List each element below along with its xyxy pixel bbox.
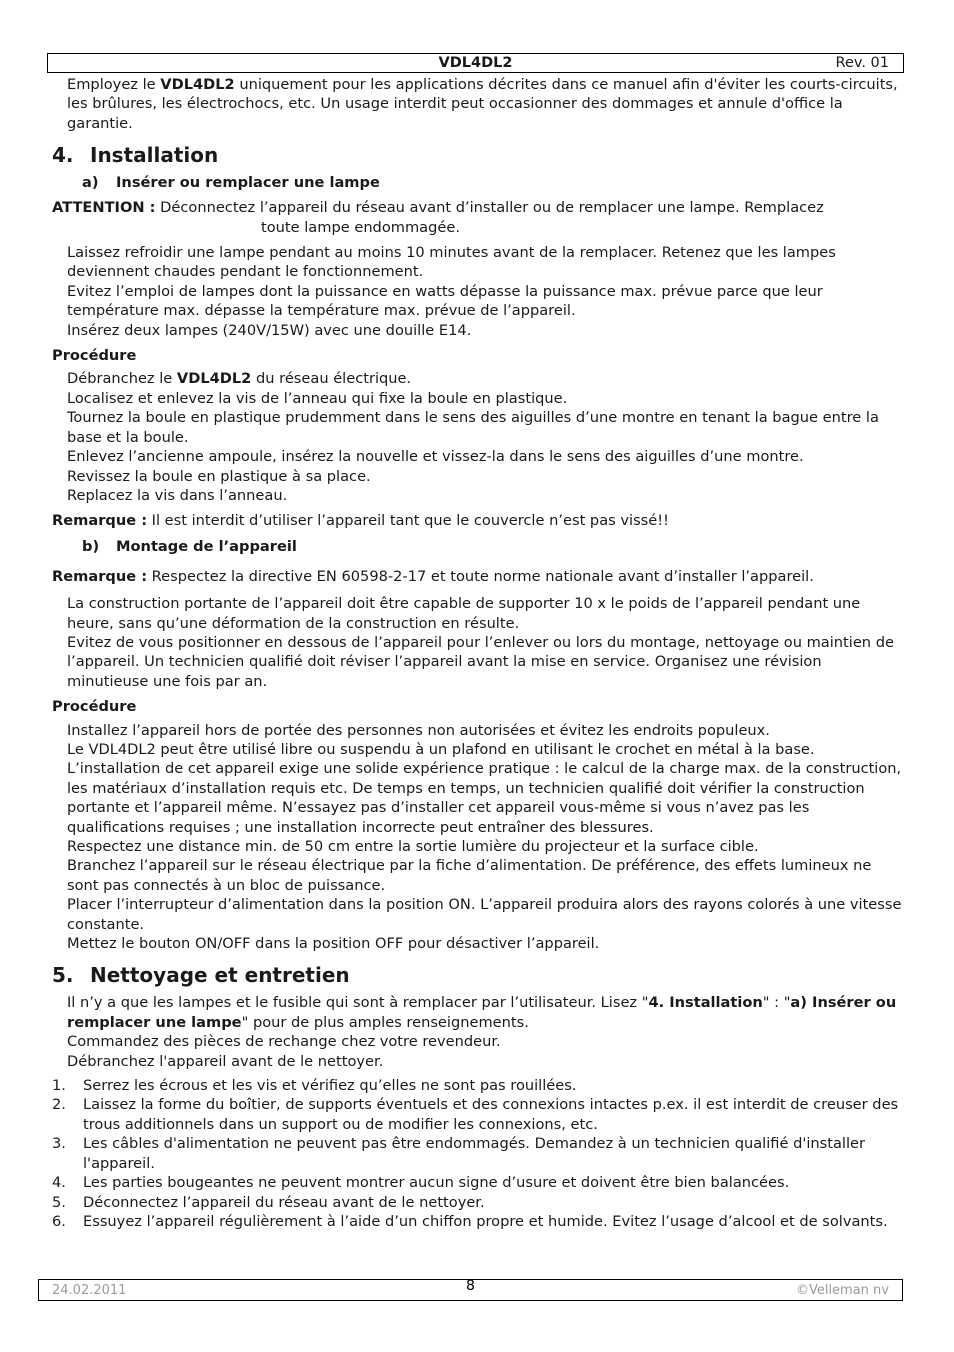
- procedure-b-step-1: Installez l’appareil hors de portée des personnes non autorisées et évitez les endroits populeux.: [67, 721, 770, 739]
- remark-2: [52, 567, 904, 586]
- procedure-b-steps: [52, 721, 904, 954]
- mount-text-2: Evitez de vous positionner en dessous de l’appareil pour l’enlever ou lors du montage, nettoyage ou maintien de l’appareil. Un technicien qualifié doit réviser l’appareil avant la mise en service. Organisez une révision minutieuse une fois par an.: [67, 633, 894, 690]
- list-item-number: 5.: [52, 1193, 66, 1211]
- footer-date: 24.02.2011: [52, 1283, 127, 1298]
- procedure-a-step-6: Replacez la vis dans l’anneau.: [67, 486, 288, 504]
- section-4-heading: [52, 143, 904, 167]
- list-item-number: 2.: [52, 1096, 66, 1114]
- list-item: [52, 1173, 904, 1192]
- page-number: 8: [466, 1278, 475, 1294]
- attention-note: [52, 198, 904, 237]
- procedure-b-step-2: Le VDL4DL2 peut être utilisé libre ou suspendu à un plafond en utilisant le crochet en métal à la base.: [67, 740, 815, 758]
- remark-1: [52, 511, 904, 530]
- maintenance-intro-part-3: " pour de plus amples renseignements.: [241, 1013, 529, 1031]
- subsection-b-title: Montage de l’appareil: [116, 537, 297, 555]
- intro-text-1: Employez le: [67, 76, 161, 93]
- list-item: [52, 1134, 904, 1173]
- lamp-text-1: Laissez refroidir une lampe pendant au moins 10 minutes avant de la remplacer. Retenez que les lampes deviennent chaudes pendant le fonctionnement.: [67, 244, 836, 281]
- header-revision: Rev. 01: [835, 55, 889, 71]
- maintenance-intro-text: [67, 993, 904, 1032]
- maintenance-intro-ref-1: 4. Installation: [648, 994, 763, 1012]
- procedure-a-step-5: Revissez la boule en plastique à sa place.: [67, 467, 371, 485]
- list-item-text: Les parties bougeantes ne peuvent montrer aucun signe d’usure et doivent être bien balancées.: [83, 1174, 790, 1192]
- maintenance-intro-part-2: " : ": [762, 994, 791, 1012]
- subsection-a-number: a): [82, 174, 99, 192]
- procedure-a-step-1-rest: du réseau électrique.: [251, 370, 412, 388]
- section-5-heading: [52, 963, 904, 987]
- section-4-number: 4.: [52, 143, 74, 168]
- section-5-number: 5.: [52, 963, 74, 988]
- maintenance-intro: [52, 993, 904, 1071]
- list-item: [52, 1193, 904, 1212]
- remark-1-label: Remarque :: [52, 512, 148, 530]
- intro-paragraph: [52, 75, 904, 133]
- maintenance-intro-ref-2: a) Insérer ou remplacer une lampe: [67, 994, 897, 1031]
- page-footer: [38, 1279, 903, 1301]
- list-item: [52, 1095, 904, 1134]
- list-item: [52, 1212, 904, 1231]
- list-item-text: Les câbles d'alimentation ne peuvent pas être endommagés. Demandez à un technicien qualifié d'installer l'appareil.: [83, 1135, 865, 1172]
- mounting-instructions: [52, 594, 904, 691]
- procedure-b-label: Procédure: [52, 698, 137, 716]
- procedure-b-step-7: Mettez le bouton ON/OFF dans la position OFF pour désactiver l’appareil.: [67, 935, 600, 953]
- attention-text-2: toute lampe endommagée.: [261, 218, 460, 236]
- remark-2-label: Remarque :: [52, 567, 148, 585]
- procedure-b-step-4: Respectez une distance min. de 50 cm entre la sortie lumière du projecteur et la surface cible.: [67, 838, 759, 855]
- attention-label: ATTENTION :: [52, 199, 156, 217]
- procedure-a-step-4: Enlevez l’ancienne ampoule, insérez la nouvelle et vissez-la dans le sens des aiguilles d’une montre.: [67, 448, 804, 466]
- procedure-a-step-1-text: Débranchez le: [67, 370, 177, 388]
- maintenance-line-2: Débranchez l'appareil avant de le nettoyer.: [67, 1052, 384, 1070]
- subsection-b-heading: [82, 537, 904, 556]
- list-item: [52, 1076, 904, 1095]
- list-item-text: Déconnectez l’appareil du réseau avant de le nettoyer.: [83, 1193, 485, 1211]
- list-item-text: Serrez les écrous et les vis et vérifiez qu’elles ne sont pas rouillées.: [83, 1077, 577, 1095]
- procedure-a-label: Procédure: [52, 347, 137, 365]
- subsection-a-title: Insérer ou remplacer une lampe: [116, 174, 380, 192]
- maintenance-intro-part-1: Il n’y a que les lampes et le fusible qui sont à remplacer par l’utilisateur. Lisez ": [67, 994, 649, 1012]
- procedure-a-step-2: Localisez et enlevez la vis de l’anneau qui fixe la boule en plastique.: [67, 389, 568, 407]
- mount-text-1: La construction portante de l’appareil doit être capable de supporter 10 x le poids de l’appareil pendant une heure, sans qu’une déformation de la construction en résulte.: [67, 595, 861, 632]
- subsection-b-number: b): [82, 537, 100, 555]
- lamp-text-3: Insérez deux lampes (240V/15W) avec une douille E14.: [67, 321, 472, 339]
- section-5-title: Nettoyage et entretien: [90, 963, 350, 988]
- procedure-b-step-6: Placer l’interrupteur d’alimentation dans la position ON. L’appareil produira alors des rayons colorés à une vitesse constante.: [67, 896, 902, 933]
- remark-2-text: Respectez la directive EN 60598-2-17 et toute norme nationale avant d’installer l’appareil.: [147, 567, 814, 585]
- subsection-a-heading: [82, 173, 904, 192]
- section-4-title: Installation: [90, 143, 219, 168]
- procedure-b-step-5: Branchez l’appareil sur le réseau électrique par la fiche d’alimentation. De préférence, des effets lumineux ne sont pas connectés à un bloc de puissance.: [67, 857, 872, 894]
- list-item-number: 4.: [52, 1174, 66, 1192]
- procedure-a-step-1-model: VDL4DL2: [176, 370, 252, 388]
- lamp-instructions: [52, 243, 904, 340]
- lamp-text-2: Evitez l’emploi de lampes dont la puissance en watts dépasse la puissance max. prévue parce que leur température max. dépasse la température max. prévue de l’appareil.: [67, 282, 823, 320]
- procedure-a-step-1: [67, 369, 904, 388]
- list-item-number: 3.: [52, 1135, 66, 1153]
- list-item-number: 6.: [52, 1212, 66, 1230]
- header-model: VDL4DL2: [438, 55, 513, 71]
- footer-copyright: ©Velleman nv: [795, 1283, 889, 1298]
- page-header: [47, 53, 904, 73]
- procedure-b-step-3: L’installation de cet appareil exige une solide expérience pratique : le calcul de la charge max. de la construction, les matériaux d’installation requis etc. De temps en temps, un technicien qualifié doit vérifier la construction portante et l’appareil même. N’essayez pas d’installer cet appareil vous-même si vous n’avez pas les qualifications requises ; une installation incorrecte peut entraîner des blessures.: [67, 760, 902, 836]
- maintenance-list: [52, 1076, 904, 1231]
- intro-model: VDL4DL2: [160, 76, 235, 93]
- list-item-text: Laissez la forme du boîtier, de supports éventuels et des connexions intactes p.ex. il est interdit de creuser des trous additionnels dans un support ou de modifier les connexions, etc.: [83, 1096, 899, 1133]
- intro-text-2: uniquement pour les applications décrites dans ce manuel afin d'éviter les courts-circuits, les brûlures, les électrochocs, etc. Un usage interdit peut occasionner des dommages et annule d'office la garantie.: [67, 76, 898, 132]
- attention-text-1: Déconnectez l’appareil du réseau avant d’installer ou de remplacer une lampe. Remplacez: [155, 199, 824, 217]
- procedure-a-step-3: Tournez la boule en plastique prudemment dans le sens des aiguilles d’une montre en tenant la bague entre la base et la boule.: [67, 409, 879, 446]
- page-content: [52, 75, 904, 1231]
- remark-1-text: Il est interdit d’utiliser l’appareil tant que le couvercle n’est pas vissé!!: [147, 512, 669, 530]
- list-item-number: 1.: [52, 1077, 66, 1095]
- list-item-text: Essuyez l’appareil régulièrement à l’aide d’un chiffon propre et humide. Evitez l’usage d’alcool et de solvants.: [83, 1212, 888, 1230]
- procedure-a-steps: [52, 369, 904, 505]
- maintenance-line-1: Commandez des pièces de rechange chez votre revendeur.: [67, 1033, 501, 1051]
